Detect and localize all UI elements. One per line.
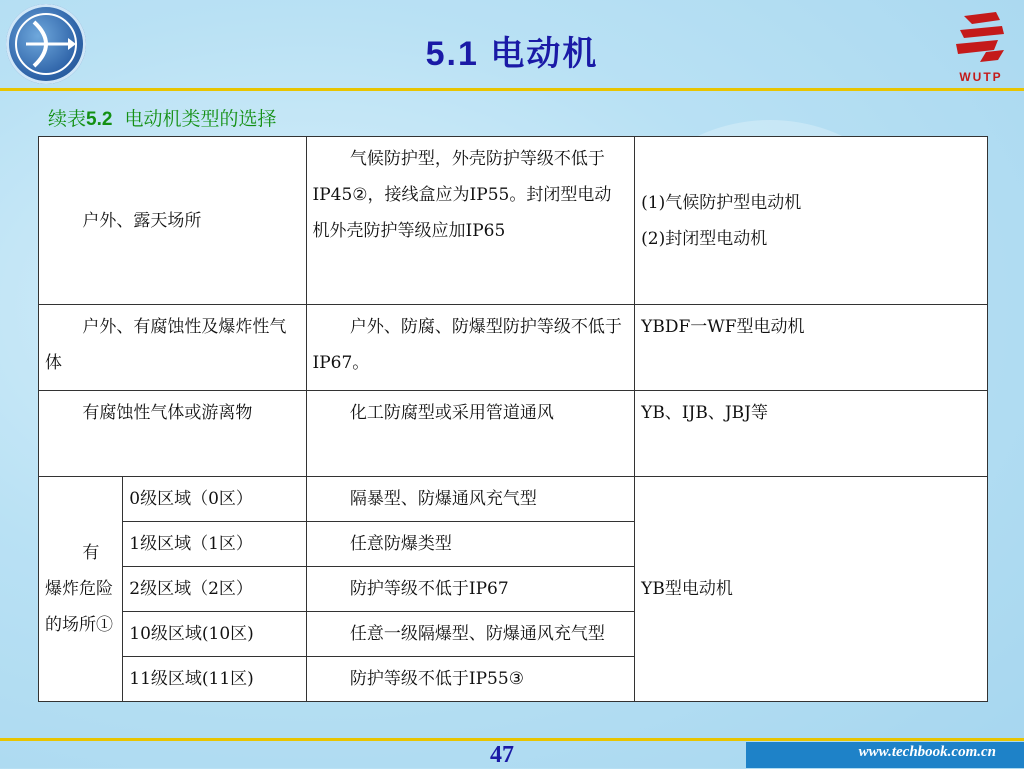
caption-text: 电动机类型的选择 — [124, 108, 277, 130]
website-link[interactable]: www.techbook.com.cn — [858, 744, 996, 760]
slide-title: 5.1 电动机 — [425, 35, 599, 73]
zone-requirement-cell: 防护等级不低于IP55③ — [306, 657, 635, 702]
wutp-logo — [946, 6, 1016, 84]
motor-selection-table — [38, 136, 988, 702]
wutp-logo-icon — [946, 6, 1016, 66]
caption-number: 5.2 — [86, 109, 113, 130]
zone-requirement-cell: 任意防爆类型 — [306, 522, 635, 567]
motor-cell — [635, 137, 988, 305]
hazard-place-cell: 有爆炸危险的场所① — [39, 477, 123, 702]
hazard-motor-cell: YB型电动机 — [635, 477, 988, 702]
requirement-cell: 户外、防腐、防爆型防护等级不低于IP67。 — [306, 305, 635, 391]
zone-cell: 0级区域（0区） — [123, 477, 306, 522]
requirement-cell: 化工防腐型或采用管道通风 — [306, 391, 635, 477]
place-cell: 户外、露天场所 — [39, 137, 307, 305]
wutp-logo-text: WUTP — [959, 70, 1003, 84]
motor-cell: YB、IJB、JBJ等 — [635, 391, 988, 477]
zone-cell: 11级区域(11区) — [123, 657, 306, 702]
motor-line: (1)气候防护型电动机 — [641, 192, 802, 213]
place-cell: 户外、有腐蚀性及爆炸性气体 — [39, 305, 307, 391]
footer-divider — [0, 738, 1024, 741]
zone-cell: 1级区域（1区） — [123, 522, 306, 567]
page-number: 47 — [490, 742, 514, 768]
slide-header — [0, 0, 1024, 92]
table-row — [39, 305, 988, 391]
caption-prefix: 续表 — [48, 108, 87, 130]
table-caption — [48, 104, 277, 131]
table-row — [39, 477, 988, 522]
motor-line: (2)封闭型电动机 — [641, 228, 768, 249]
table-row — [39, 137, 988, 305]
motor-cell: YBDF一WF型电动机 — [635, 305, 988, 391]
zone-requirement-cell: 隔暴型、防爆通风充气型 — [306, 477, 635, 522]
requirement-cell: 气候防护型，外壳防护等级不低于IP45②，接线盒应为IP55。封闭型电动机外壳防护等级应加IP65 — [306, 137, 635, 305]
zone-cell: 10级区域(10区) — [123, 612, 306, 657]
zone-requirement-cell: 任意一级隔爆型、防爆通风充气型 — [306, 612, 635, 657]
zone-requirement-cell: 防护等级不低于IP67 — [306, 567, 635, 612]
table-row — [39, 391, 988, 477]
header-divider — [0, 88, 1024, 91]
zone-cell: 2级区域（2区） — [123, 567, 306, 612]
place-cell: 有腐蚀性气体或游离物 — [39, 391, 307, 477]
